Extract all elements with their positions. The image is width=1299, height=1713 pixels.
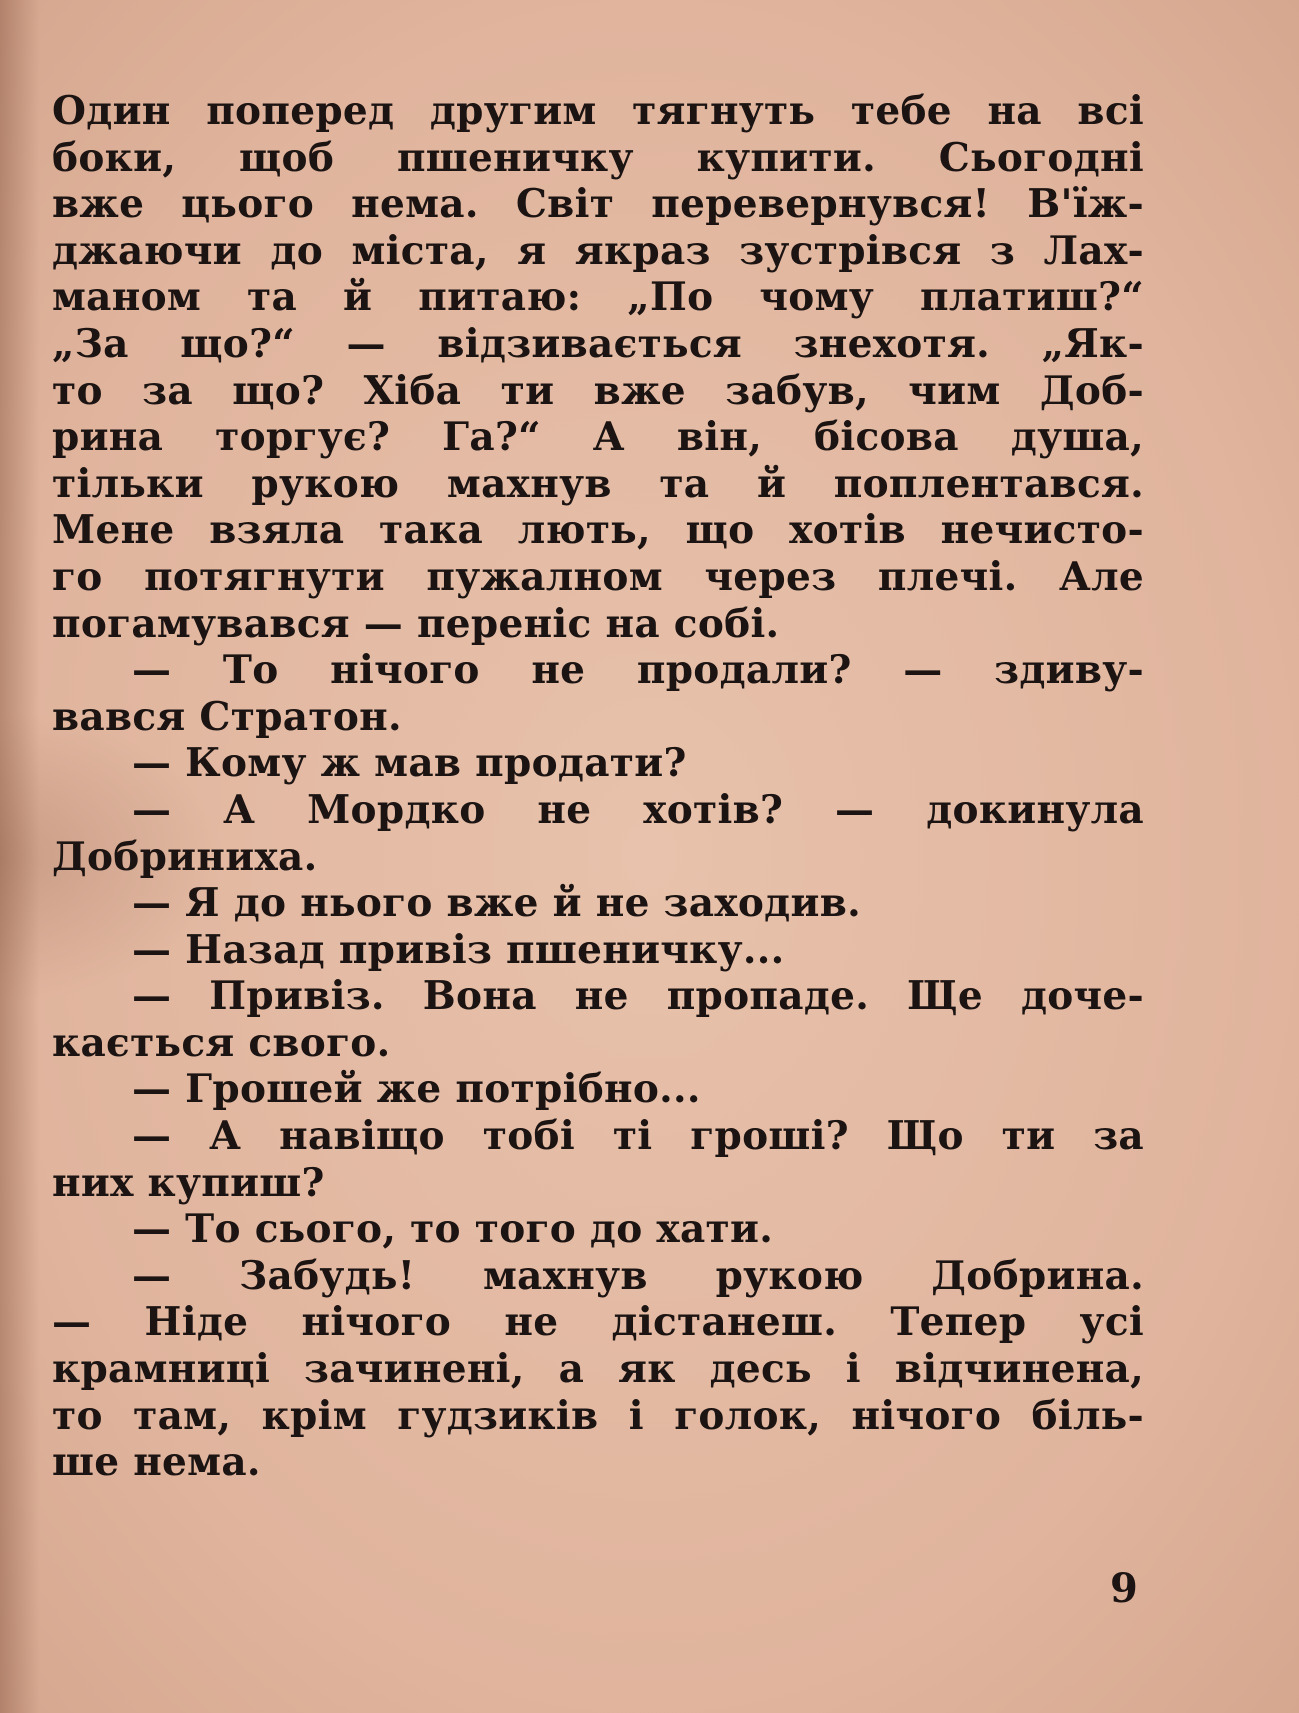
text-line: джаючи до міста, я якраз зустрівся з Лах-	[52, 227, 1144, 274]
text-line: рина торгує? Га?“ А він, бісова душа,	[52, 414, 1144, 461]
text-line: них купиш?	[52, 1159, 325, 1206]
text-line: тільки рукою махнув та й поплентався.	[52, 460, 1144, 507]
text-line: — Кому ж мав продати?	[132, 740, 687, 787]
text-line: крамниці зачинені, а як десь і відчинена,	[52, 1346, 1144, 1393]
text-line: — А навіщо тобі ті гроші? Що ти за	[132, 1113, 1144, 1160]
text-line: погамувався — переніс на собі.	[52, 600, 780, 647]
text-line: Один поперед другим тягнуть тебе на всі	[52, 88, 1144, 134]
body-text	[52, 88, 1144, 1486]
text-line: — То сього, то того до хати.	[132, 1206, 774, 1253]
text-line: кається свого.	[52, 1019, 391, 1066]
text-line: — А Мордко не хотів? — докинула	[132, 786, 1144, 833]
text-line: ше нема.	[52, 1439, 261, 1486]
text-line: — Ніде нічого не дістанеш. Тепер усі	[52, 1299, 1144, 1346]
text-line: вже цього нема. Світ перевернувся! В'їж-	[52, 181, 1144, 228]
text-line: — То нічого не продали? — здиву-	[132, 647, 1144, 694]
text-line: Мене взяла така лють, що хотів нечисто-	[52, 507, 1144, 554]
text-line: Добриниха.	[52, 833, 318, 880]
text-line: — Грошей же потрібно...	[132, 1066, 701, 1113]
text-line: — Привіз. Вона не пропаде. Ще доче-	[132, 973, 1144, 1020]
text-line: вався Стратон.	[52, 693, 402, 740]
text-line: маном та й питаю: „По чому платиш?“	[52, 274, 1144, 321]
text-line: то там, крім гудзиків і голок, нічого біль-	[52, 1392, 1144, 1439]
text-line: — Забудь! махнув рукою Добрина.	[132, 1252, 1144, 1299]
page-spine-shadow	[0, 0, 40, 1713]
text-line: го потягнути пужалном через плечі. Але	[52, 553, 1144, 600]
text-line: „За що?“ — відзивається знехотя. „Як-	[52, 320, 1144, 367]
text-line: то за що? Хіба ти вже забув, чим Доб-	[52, 367, 1144, 414]
page-number: 9	[1110, 1565, 1138, 1612]
text-line: боки, щоб пшеничку купити. Сьогодні	[52, 134, 1144, 181]
text-line: — Назад привіз пшеничку...	[132, 926, 785, 973]
text-line: — Я до нього вже й не заходив.	[132, 880, 861, 927]
